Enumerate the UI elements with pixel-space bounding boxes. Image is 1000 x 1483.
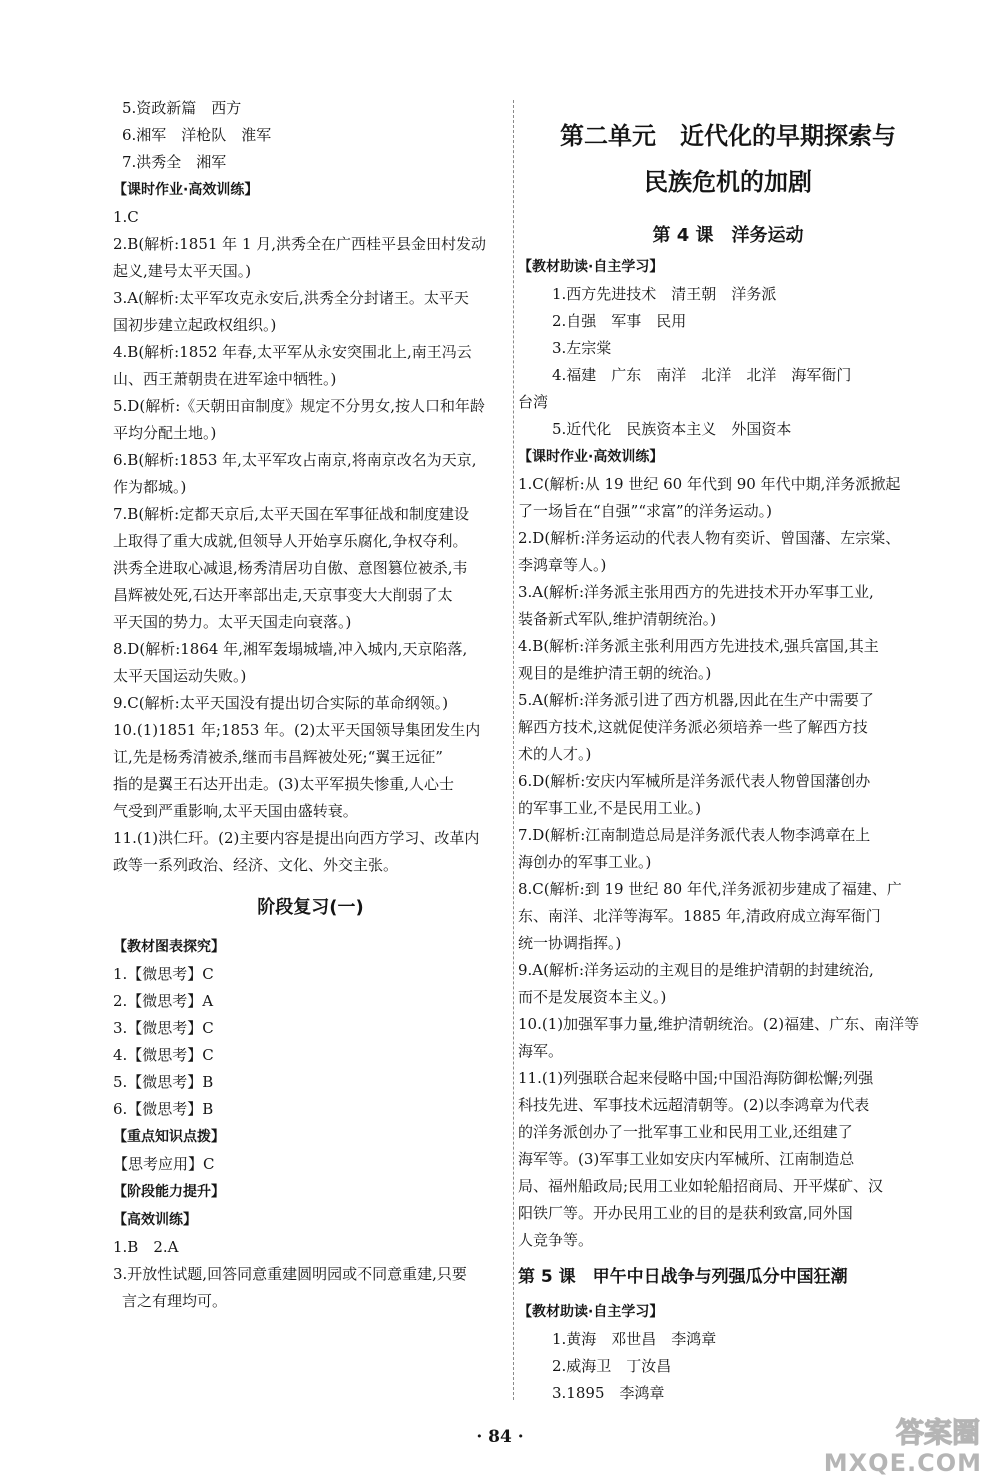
review-item: 6.【微思考】B	[113, 1100, 214, 1118]
answer-item-cont: 局、福州船政局;民用工业如轮船招商局、开平煤矿、汉	[518, 1177, 884, 1195]
answer-item-cont: 指的是翼王石达开出走。(3)太平军损失惨重,人心士	[113, 775, 455, 793]
answer-item-cont: 而不是发展资本主义。)	[518, 988, 667, 1006]
page-number: · 84 ·	[476, 1427, 524, 1447]
review-item: 3.【微思考】C	[113, 1019, 214, 1037]
list-item: 2.威海卫 丁汝昌	[552, 1357, 672, 1375]
answer-item-cont: 东、南洋、北洋等海军。1885 年,清政府成立海军衙门	[518, 907, 881, 925]
section-header: 【高效训练】	[113, 1212, 197, 1228]
answer-item-cont: 解西方技术,这就促使洋务派必须培养一些了解西方技	[518, 718, 868, 736]
answer-item-cont: 阳铁厂等。开办民用工业的目的是获利致富,同外国	[518, 1204, 853, 1222]
answer-item: 5.D(解析:《天朝田亩制度》规定不分男女,按人口和年龄	[113, 397, 486, 415]
answer-item: 8.C(解析:到 19 世纪 80 年代,洋务派初步建成了福建、广	[518, 880, 902, 898]
section-header: 【教材助读·自主学习】	[518, 1304, 664, 1320]
answer-item-cont: 政等一系列政治、经济、文化、外交主张。	[113, 856, 399, 874]
answer-item-cont: 讧,先是杨秀清被杀,继而韦昌辉被处死;“翼王远征”	[113, 748, 443, 766]
watermark-url: MXQE.COM	[823, 1449, 982, 1477]
list-item-cont: 台湾	[518, 393, 549, 411]
unit-title: 民族危机的加剧	[644, 168, 812, 196]
answer-item: 10.(1)加强军事力量,维护清朝统治。(2)福建、广东、南洋等	[518, 1015, 920, 1033]
review-item: 2.【微思考】A	[113, 992, 214, 1010]
answer-item: 9.C(解析:太平天国没有提出切合实际的革命纲领。)	[113, 694, 449, 712]
answer-item-cont: 的洋务派创办了一批军事工业和民用工业,还组建了	[518, 1123, 853, 1141]
list-item: 3.左宗棠	[552, 339, 612, 357]
answer-list	[518, 471, 938, 1254]
section-header: 【课时作业·高效训练】	[518, 449, 664, 465]
answer-item: 2.B(解析:1851 年 1 月,洪秀全在广西桂平县金田村发动	[113, 235, 487, 253]
answer-item-cont: 的军事工业,不是民用工业。)	[518, 799, 702, 817]
answer-item-cont: 统一协调指挥。)	[518, 934, 622, 952]
answer-item-cont: 科技先进、军事技术远超清朝等。(2)以李鸿章为代表	[518, 1096, 870, 1114]
answer-item: 5.A(解析:洋务派引进了西方机器,因此在生产中需要了	[518, 691, 874, 709]
list-item: 2.自强 军事 民用	[552, 312, 687, 330]
answer-item-cont: 洪秀全进取心减退,杨秀清居功自傲、意图篡位被杀,韦	[113, 559, 468, 577]
answer-item-cont: 太平天国运动失败。)	[113, 667, 247, 685]
watermark-logo	[823, 1407, 986, 1477]
review-item: 4.【微思考】C	[113, 1046, 214, 1064]
answer-item: 10.(1)1851 年;1853 年。(2)太平天国领导集团发生内	[113, 721, 481, 739]
list-item: 5.资政新篇 西方	[122, 99, 242, 117]
list-item: 1.西方先进技术 清王朝 洋务派	[552, 285, 777, 303]
section-header: 【重点知识点拨】	[113, 1129, 225, 1145]
answer-item-cont: 海军。	[518, 1042, 564, 1060]
answer-item: 4.B(解析:1852 年春,太平军从永安突围北上,南王冯云	[113, 343, 472, 361]
answer-item-cont: 国初步建立起政权组织。)	[113, 316, 277, 334]
answer-item: 7.B(解析:定都天京后,太平天国在军事征战和制度建设	[113, 505, 470, 523]
answer-item: 6.D(解析:安庆内军械所是洋务派代表人物曾国藩创办	[518, 772, 871, 790]
answer-item-cont: 术的人才。)	[518, 745, 592, 763]
list-item: 【思考应用】C	[113, 1155, 215, 1173]
unit-title: 第二单元 近代化的早期探索与	[560, 122, 896, 150]
answer-item: 6.B(解析:1853 年,太平军攻占南京,将南京改名为天京,	[113, 451, 477, 469]
answer-item: 2.D(解析:洋务运动的代表人物有奕䜣、曾国藩、左宗棠、	[518, 529, 901, 547]
review-item: 5.【微思考】B	[113, 1073, 214, 1091]
answer-item: 4.B(解析:洋务派主张利用西方先进技术,强兵富国,其主	[518, 637, 879, 655]
list-item-cont: 言之有理均可。	[122, 1292, 228, 1310]
list-item: 3.1895 李鸿章	[552, 1384, 665, 1402]
answer-item: 8.D(解析:1864 年,湘军轰塌城墙,冲入城内,天京陷落,	[113, 640, 468, 658]
lesson-title: 第 4 课 洋务运动	[652, 225, 804, 246]
answer-item-cont: 海军等。(3)军事工业如安庆内军械所、江南制造总	[518, 1150, 855, 1168]
answer-item-cont: 装备新式军队,维护清朝统治。)	[518, 610, 717, 628]
section-header: 【课时作业·高效训练】	[113, 182, 259, 198]
section-header: 【教材图表探究】	[113, 939, 225, 955]
answer-item: 1.C	[113, 208, 139, 226]
answer-item: 3.A(解析:太平军攻克永安后,洪秀全分封诸王。太平天	[113, 289, 469, 307]
answer-item-cont: 气受到严重影响,太平天国由盛转衰。	[113, 802, 358, 820]
watermark-cn: 答案圈	[895, 1416, 980, 1449]
answer-item: 1.C(解析:从 19 世纪 60 年代到 90 年代中期,洋务派掀起	[518, 475, 901, 493]
column-divider	[513, 100, 514, 1400]
right-column	[518, 95, 938, 1407]
review-list	[113, 961, 508, 1123]
answer-item-cont: 上取得了重大成就,但领导人开始享乐腐化,争权夺利。	[113, 532, 468, 550]
lesson-title: 第 5 课 甲午中日战争与列强瓜分中国狂潮	[518, 1267, 848, 1287]
list-item: 4.福建 广东 南洋 北洋 北洋 海军衙门	[552, 366, 852, 384]
answer-item-cont: 人竞争等。	[518, 1231, 594, 1249]
review-title: 阶段复习(一)	[257, 897, 364, 918]
section-header: 【阶段能力提升】	[113, 1184, 225, 1200]
answer-item-cont: 作为都城。)	[113, 478, 187, 496]
list-item: 1.黄海 邓世昌 李鸿章	[552, 1330, 717, 1348]
answer-item-cont: 海创办的军事工业。)	[518, 853, 652, 871]
answer-item-cont: 了一场旨在“自强”“求富”的洋务运动。)	[518, 502, 773, 520]
answer-item-cont: 平均分配土地。)	[113, 424, 217, 442]
answer-item: 11.(1)列强联合起来侵略中国;中国沿海防御松懈;列强	[518, 1069, 874, 1087]
list-item: 7.洪秀全 湘军	[122, 153, 227, 171]
left-column	[113, 95, 508, 1315]
answer-item-cont: 昌辉被处死,石达开率部出走,天京事变大大削弱了太	[113, 586, 453, 604]
list-item: 6.湘军 洋枪队 淮军	[122, 126, 272, 144]
answer-item-cont: 李鸿章等人。)	[518, 556, 607, 574]
review-item: 1.【微思考】C	[113, 965, 214, 983]
answer-list	[113, 204, 508, 879]
answer-item: 11.(1)洪仁玕。(2)主要内容是提出向西方学习、改革内	[113, 829, 480, 847]
section-header: 【教材助读·自主学习】	[518, 259, 664, 275]
answer-item-cont: 起义,建号太平天国。)	[113, 262, 252, 280]
answer-item-cont: 平天国的势力。太平天国走向衰落。)	[113, 613, 352, 631]
answer-item-cont: 观目的是维护清王朝的统治。)	[518, 664, 712, 682]
list-item: 5.近代化 民族资本主义 外国资本	[552, 420, 792, 438]
answer-item: 9.A(解析:洋务运动的主观目的是维护清朝的封建统治,	[518, 961, 874, 979]
list-item: 1.B 2.A	[113, 1238, 179, 1256]
answer-item: 7.D(解析:江南制造总局是洋务派代表人物李鸿章在上	[518, 826, 871, 844]
list-item: 3.开放性试题,回答同意重建圆明园或不同意重建,只要	[113, 1265, 467, 1283]
answer-item-cont: 山、西王萧朝贵在进军途中牺牲。)	[113, 370, 337, 388]
answer-item: 3.A(解析:洋务派主张用西方的先进技术开办军事工业,	[518, 583, 874, 601]
